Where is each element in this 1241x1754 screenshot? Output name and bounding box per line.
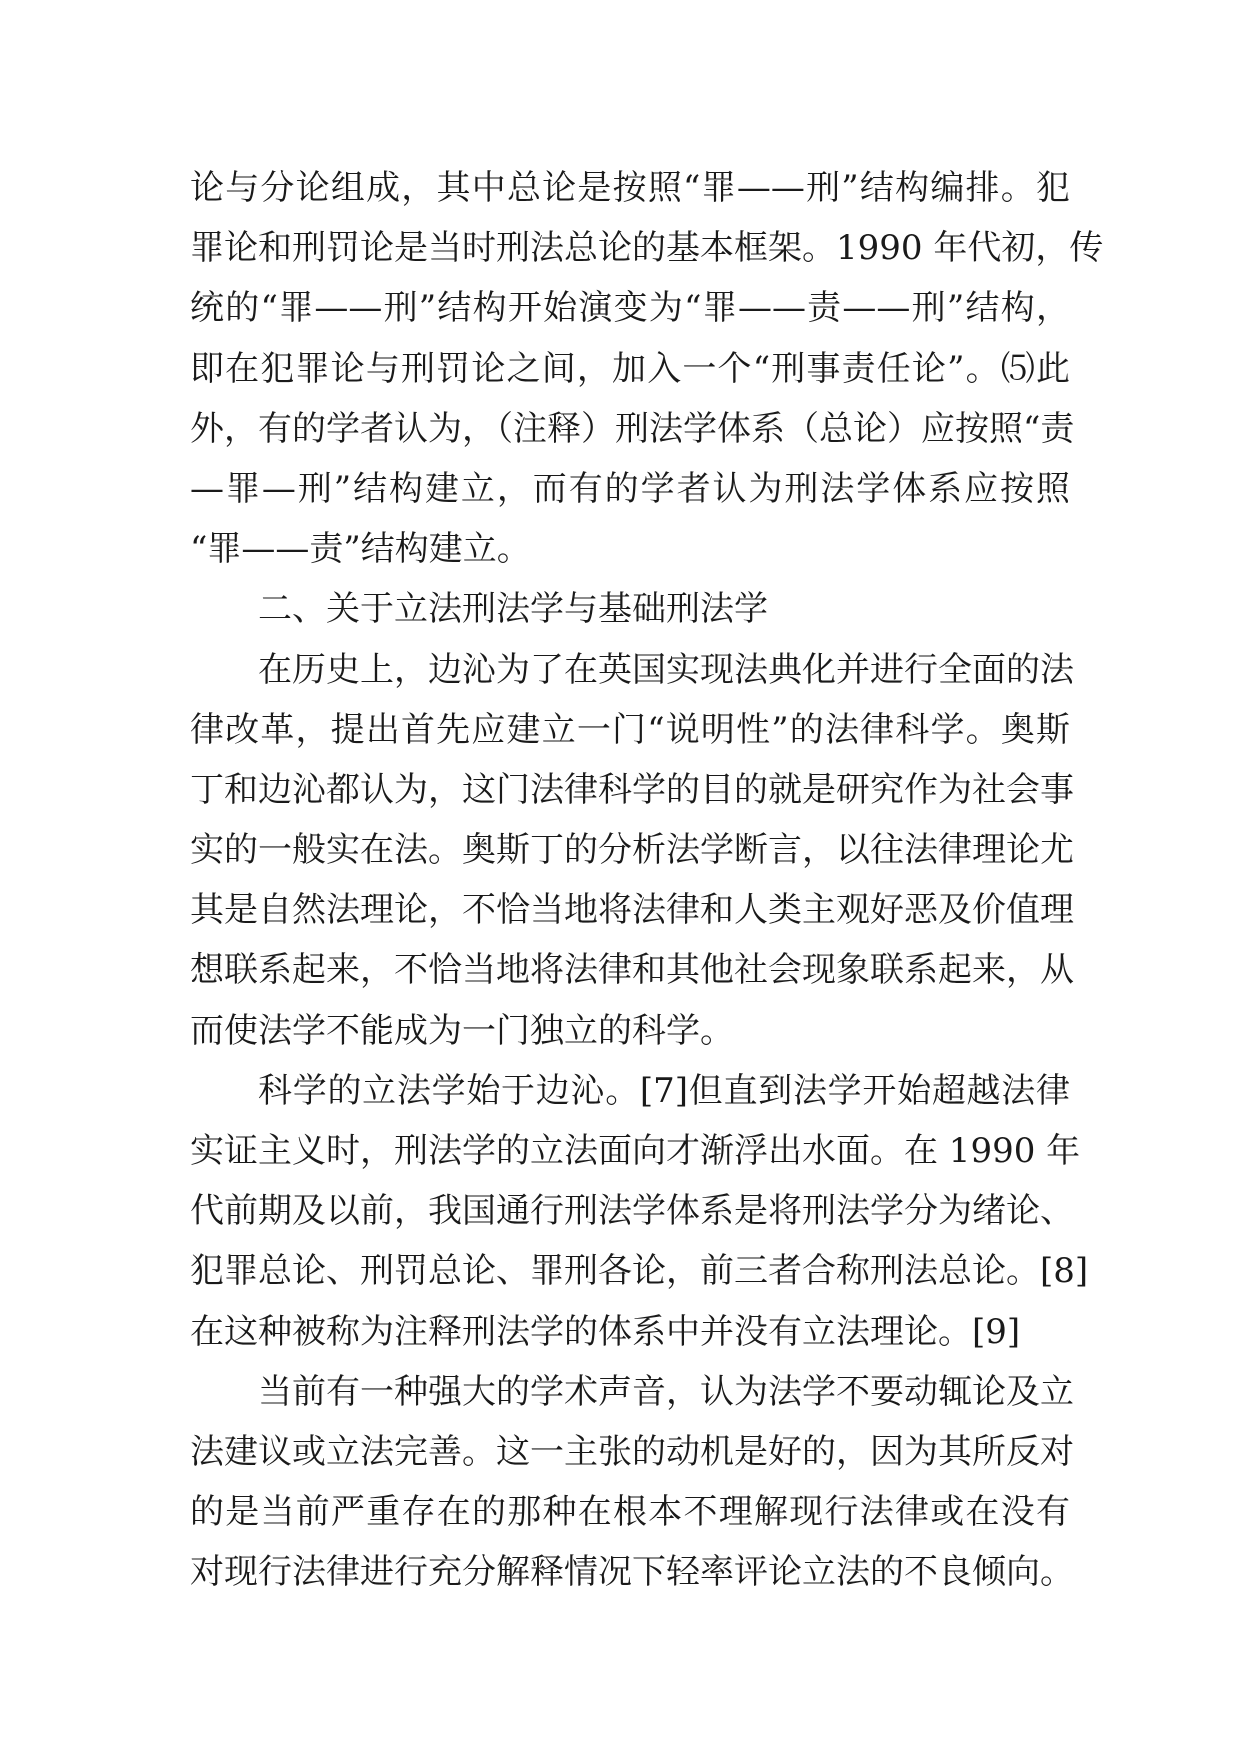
text-line: 法建议或立法完善。这一主张的动机是好的，因为其所反对 <box>190 1431 1074 1472</box>
text-line: 其是自然法理论，不恰当地将法律和人类主观好恶及价值理 <box>190 890 1074 931</box>
text-line: 的是当前严重存在的那种在根本不理解现行法律或在没有 <box>190 1492 1070 1533</box>
text-line: —罪—刑”结构建立，而有的学者认为刑法学体系应按照 <box>190 468 1070 509</box>
text-line: “罪——责”结构建立。 <box>190 529 531 570</box>
text-line: 在历史上，边沁为了在英国实现法典化并进行全面的法 <box>258 649 1074 690</box>
text-line: 科学的立法学始于边沁。[7]但直到法学开始超越法律 <box>258 1070 1070 1111</box>
text-line: 而使法学不能成为一门独立的科学。 <box>190 1010 734 1051</box>
text-line: 统的“罪——刑”结构开始演变为“罪——责——刑”结构， <box>190 288 1070 329</box>
text-line: 罪论和刑罚论是当时刑法总论的基本框架。1990 年代初，传 <box>190 228 1104 269</box>
text-line: 律改革，提出首先应建立一门“说明性”的法律科学。奥斯 <box>190 709 1070 750</box>
document-body <box>190 158 1104 1603</box>
text-line: 实证主义时，刑法学的立法面向才渐浮出水面。在 1990 年 <box>190 1131 1081 1171</box>
text-line: 丁和边沁都认为，这门法律科学的目的就是研究作为社会事 <box>190 769 1074 810</box>
text-line: 犯罪总论、刑罚总论、罪刑各论，前三者合称刑法总论。[8] <box>190 1251 1089 1292</box>
text-line: 代前期及以前，我国通行刑法学体系是将刑法学分为绪论、 <box>190 1191 1074 1232</box>
text-line: 当前有一种强大的学术声音，认为法学不要动辄论及立 <box>258 1371 1074 1412</box>
section-heading: 二、关于立法刑法学与基础刑法学 <box>258 589 768 630</box>
text-line: 即在犯罪论与刑罚论之间，加入一个“刑事责任论”。⑸此 <box>190 348 1070 389</box>
text-line: 外，有的学者认为，（注释）刑法学体系（总论）应按照“责 <box>190 408 1075 449</box>
text-line: 想联系起来，不恰当地将法律和其他社会现象联系起来，从 <box>190 950 1074 991</box>
text-line: 论与分论组成，其中总论是按照“罪——刑”结构编排。犯 <box>190 168 1070 208</box>
text-line: 对现行法律进行充分解释情况下轻率评论立法的不良倾向。 <box>190 1552 1074 1593</box>
text-line: 在这种被称为注释刑法学的体系中并没有立法理论。[9] <box>190 1311 1021 1352</box>
text-line: 实的一般实在法。奥斯丁的分析法学断言，以往法律理论尤 <box>190 830 1074 871</box>
